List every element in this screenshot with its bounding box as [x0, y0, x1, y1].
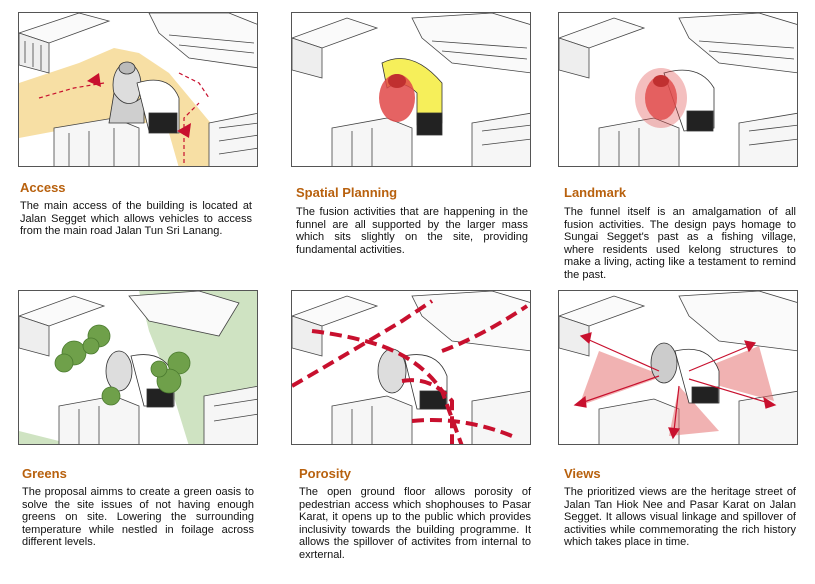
- views-title: Views: [564, 466, 601, 481]
- landmark-diagram-drawing: [559, 13, 798, 167]
- access-diagram-drawing: [19, 13, 258, 167]
- access-title: Access: [20, 180, 66, 195]
- greens-description: The proposal aimms to create a green oasis to solve the site issues of not having enough greens on site. Lowering the surrounding temperature while nestled in foilage across different levels.: [22, 486, 254, 549]
- funnel-highlight: [379, 74, 415, 122]
- tree: [55, 354, 73, 372]
- porosity-description: The open ground floor allows porosity of pedestrian access which shophouses to Pasar Karat, it opens up to the public which provides inclusivity towards the building programme. It allows the spillover of activites from internal to exrternal.: [299, 486, 531, 561]
- porosity-title: Porosity: [299, 466, 352, 481]
- views-diagram: [558, 290, 798, 445]
- spatial-planning-diagram-drawing: [292, 13, 531, 167]
- tree: [151, 361, 167, 377]
- porosity-diagram-drawing: [292, 291, 531, 445]
- tree: [102, 387, 120, 405]
- landmark-title: Landmark: [564, 185, 627, 200]
- porosity-diagram: [291, 290, 531, 445]
- shophouse-block-top: [559, 13, 798, 78]
- shophouse-block-top: [559, 291, 798, 356]
- landmark-diagram: [558, 12, 798, 167]
- funnel-landmark-glow: [635, 68, 687, 128]
- access-description: The main access of the building is located at Jalan Segget which allows vehicles to access from the main road Jalan Tun Sri Lanang.: [20, 200, 252, 238]
- greens-diagram: [18, 290, 258, 445]
- greens-diagram-drawing: [19, 291, 258, 445]
- access-diagram: [18, 12, 258, 167]
- spatial-planning-description: The fusion activities that are happening in the funnel are all supported by the larger mass which sits slightly on the site, providing fundamental activities.: [296, 206, 528, 256]
- spatial-planning-title: Spatial Planning: [296, 185, 398, 200]
- spatial-planning-diagram: [291, 12, 531, 167]
- greens-title: Greens: [22, 466, 67, 481]
- views-diagram-drawing: [559, 291, 798, 445]
- views-description: The prioritized views are the heritage street of Jalan Tan Hiok Nee and Pasar Karat on Jalan Segget. It allows visual linkage and spillover of activities while commemorating the rich history which takes place in time.: [564, 486, 796, 549]
- landmark-description: The funnel itself is an amalgamation of all fusion activities. The design pays homage to Sungai Segget's past as a fishing village, where residents used kelong structures to make a living, acting like a testament to remind the past.: [564, 206, 796, 281]
- tree: [83, 338, 99, 354]
